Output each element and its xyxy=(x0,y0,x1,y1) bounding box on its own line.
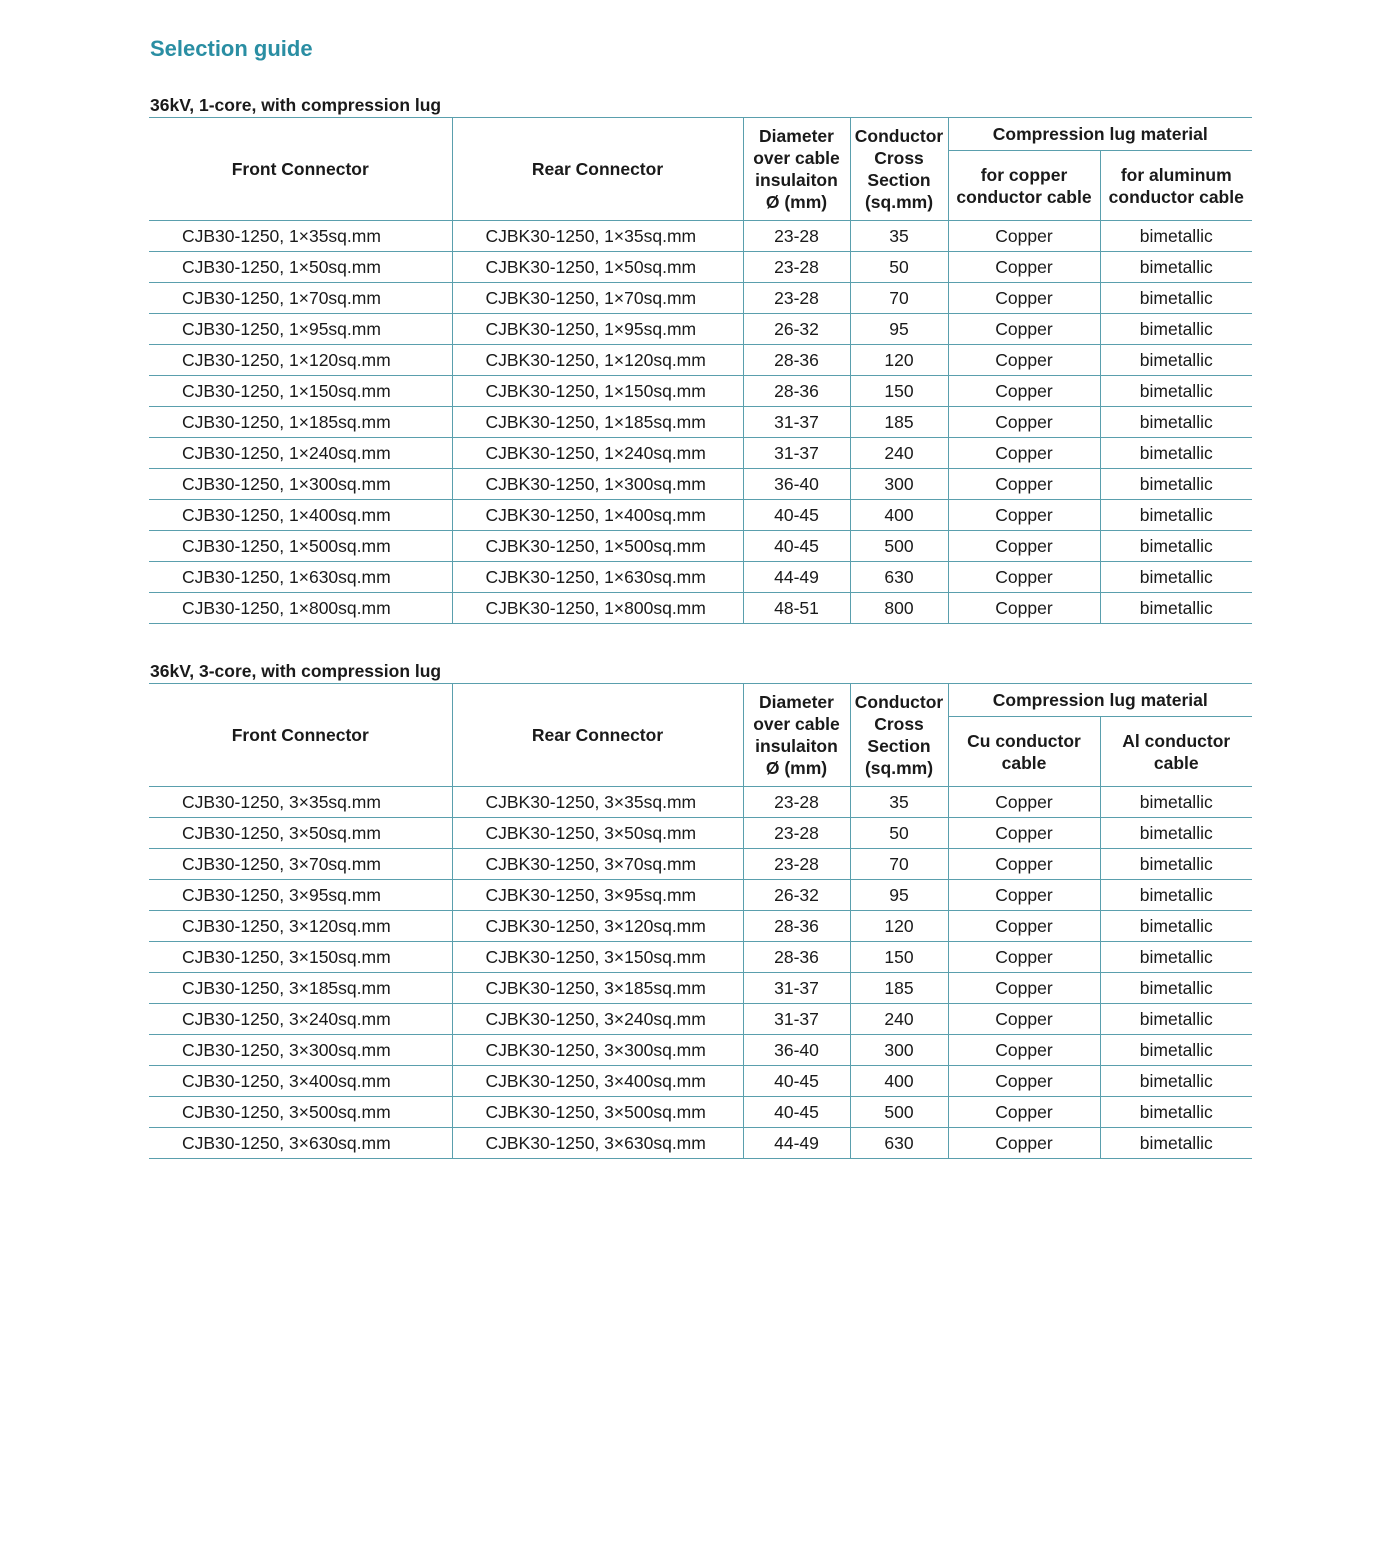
cell-cross-section: 300 xyxy=(850,469,948,500)
cell-aluminum-lug: bimetallic xyxy=(1100,1004,1252,1035)
cell-diameter: 23-28 xyxy=(743,849,850,880)
cell-front-connector: CJB30-1250, 3×500sq.mm xyxy=(149,1097,452,1128)
header-line: conductor cable xyxy=(1108,186,1244,207)
page-title: Selection guide xyxy=(150,36,313,61)
cell-front-connector: CJB30-1250, 1×95sq.mm xyxy=(149,314,452,345)
selection-table xyxy=(149,117,1252,624)
header-cross-section xyxy=(850,118,948,221)
selection-table xyxy=(149,683,1252,1159)
cell-copper-lug: Copper xyxy=(948,911,1100,942)
cell-cross-section: 50 xyxy=(850,818,948,849)
cell-cross-section: 35 xyxy=(850,221,948,252)
cell-copper-lug: Copper xyxy=(948,849,1100,880)
header-sub-aluminum xyxy=(1100,151,1252,221)
cell-diameter: 40-45 xyxy=(743,500,850,531)
cell-front-connector: CJB30-1250, 3×150sq.mm xyxy=(149,942,452,973)
cell-aluminum-lug: bimetallic xyxy=(1100,562,1252,593)
table-row xyxy=(149,1066,1252,1097)
table-row xyxy=(149,973,1252,1004)
cell-aluminum-lug: bimetallic xyxy=(1100,376,1252,407)
table-row xyxy=(149,500,1252,531)
cell-diameter: 28-36 xyxy=(743,376,850,407)
cell-front-connector: CJB30-1250, 3×300sq.mm xyxy=(149,1035,452,1066)
cell-rear-connector: CJBK30-1250, 3×630sq.mm xyxy=(452,1128,743,1159)
header-line: over cable xyxy=(753,714,840,734)
cell-copper-lug: Copper xyxy=(948,407,1100,438)
header-line: conductor cable xyxy=(956,186,1092,207)
cell-cross-section: 70 xyxy=(850,283,948,314)
cell-diameter: 23-28 xyxy=(743,252,850,283)
cell-copper-lug: Copper xyxy=(948,221,1100,252)
section-title: 36kV, 3-core, with compression lug xyxy=(150,661,442,681)
header-diameter xyxy=(743,118,850,221)
table-row xyxy=(149,787,1252,818)
header-line: Conductor xyxy=(854,692,944,712)
cell-aluminum-lug: bimetallic xyxy=(1100,500,1252,531)
cell-aluminum-lug: bimetallic xyxy=(1100,1128,1252,1159)
cell-diameter: 31-37 xyxy=(743,973,850,1004)
table-row xyxy=(149,438,1252,469)
cell-aluminum-lug: bimetallic xyxy=(1100,531,1252,562)
table-row xyxy=(149,469,1252,500)
header-front-connector: Front Connector xyxy=(149,118,452,221)
table-row xyxy=(149,880,1252,911)
cell-rear-connector: CJBK30-1250, 1×120sq.mm xyxy=(452,345,743,376)
cell-copper-lug: Copper xyxy=(948,252,1100,283)
cell-cross-section: 185 xyxy=(850,407,948,438)
header-line: insulaiton xyxy=(755,736,838,756)
cell-copper-lug: Copper xyxy=(948,1004,1100,1035)
cell-aluminum-lug: bimetallic xyxy=(1100,438,1252,469)
table-row xyxy=(149,314,1252,345)
header-sub-aluminum xyxy=(1100,717,1252,787)
cell-cross-section: 35 xyxy=(850,787,948,818)
cell-cross-section: 630 xyxy=(850,562,948,593)
cell-aluminum-lug: bimetallic xyxy=(1100,407,1252,438)
cell-diameter: 31-37 xyxy=(743,1004,850,1035)
table-row xyxy=(149,1035,1252,1066)
table-row xyxy=(149,407,1252,438)
cell-rear-connector: CJBK30-1250, 3×150sq.mm xyxy=(452,942,743,973)
cell-copper-lug: Copper xyxy=(948,942,1100,973)
table-row xyxy=(149,942,1252,973)
cell-copper-lug: Copper xyxy=(948,345,1100,376)
table-row xyxy=(149,1128,1252,1159)
cell-aluminum-lug: bimetallic xyxy=(1100,880,1252,911)
cell-cross-section: 120 xyxy=(850,345,948,376)
cell-cross-section: 240 xyxy=(850,1004,948,1035)
cell-aluminum-lug: bimetallic xyxy=(1100,593,1252,624)
cell-aluminum-lug: bimetallic xyxy=(1100,818,1252,849)
cell-front-connector: CJB30-1250, 3×95sq.mm xyxy=(149,880,452,911)
cell-rear-connector: CJBK30-1250, 1×240sq.mm xyxy=(452,438,743,469)
header-line: cable xyxy=(1001,752,1047,773)
table-row xyxy=(149,562,1252,593)
cell-copper-lug: Copper xyxy=(948,283,1100,314)
cell-copper-lug: Copper xyxy=(948,973,1100,1004)
cell-rear-connector: CJBK30-1250, 3×500sq.mm xyxy=(452,1097,743,1128)
cell-cross-section: 800 xyxy=(850,593,948,624)
cell-copper-lug: Copper xyxy=(948,438,1100,469)
cell-rear-connector: CJBK30-1250, 3×35sq.mm xyxy=(452,787,743,818)
table-section-1core xyxy=(149,93,1252,624)
cell-rear-connector: CJBK30-1250, 1×35sq.mm xyxy=(452,221,743,252)
cell-front-connector: CJB30-1250, 3×240sq.mm xyxy=(149,1004,452,1035)
cell-aluminum-lug: bimetallic xyxy=(1100,787,1252,818)
cell-aluminum-lug: bimetallic xyxy=(1100,1066,1252,1097)
cell-cross-section: 95 xyxy=(850,880,948,911)
cell-rear-connector: CJBK30-1250, 3×70sq.mm xyxy=(452,849,743,880)
cell-rear-connector: CJBK30-1250, 3×185sq.mm xyxy=(452,973,743,1004)
cell-front-connector: CJB30-1250, 3×70sq.mm xyxy=(149,849,452,880)
cell-aluminum-lug: bimetallic xyxy=(1100,469,1252,500)
cell-cross-section: 50 xyxy=(850,252,948,283)
cell-front-connector: CJB30-1250, 3×35sq.mm xyxy=(149,787,452,818)
header-lug-material: Compression lug material xyxy=(948,118,1252,151)
cell-cross-section: 95 xyxy=(850,314,948,345)
header-diameter xyxy=(743,684,850,787)
cell-front-connector: CJB30-1250, 1×630sq.mm xyxy=(149,562,452,593)
header-line: over cable xyxy=(753,148,840,168)
table-row xyxy=(149,283,1252,314)
cell-aluminum-lug: bimetallic xyxy=(1100,283,1252,314)
cell-front-connector: CJB30-1250, 1×400sq.mm xyxy=(149,500,452,531)
cell-rear-connector: CJBK30-1250, 3×120sq.mm xyxy=(452,911,743,942)
cell-front-connector: CJB30-1250, 1×50sq.mm xyxy=(149,252,452,283)
cell-front-connector: CJB30-1250, 1×150sq.mm xyxy=(149,376,452,407)
header-rear-connector: Rear Connector xyxy=(452,118,743,221)
table-row xyxy=(149,345,1252,376)
cell-rear-connector: CJBK30-1250, 1×500sq.mm xyxy=(452,531,743,562)
cell-diameter: 23-28 xyxy=(743,787,850,818)
header-line: (sq.mm) xyxy=(864,758,934,778)
cell-front-connector: CJB30-1250, 3×400sq.mm xyxy=(149,1066,452,1097)
cell-copper-lug: Copper xyxy=(948,1128,1100,1159)
cell-copper-lug: Copper xyxy=(948,1097,1100,1128)
cell-cross-section: 185 xyxy=(850,973,948,1004)
header-line: (sq.mm) xyxy=(864,192,934,212)
cell-cross-section: 300 xyxy=(850,1035,948,1066)
cell-rear-connector: CJBK30-1250, 1×70sq.mm xyxy=(452,283,743,314)
cell-aluminum-lug: bimetallic xyxy=(1100,252,1252,283)
cell-front-connector: CJB30-1250, 1×240sq.mm xyxy=(149,438,452,469)
cell-cross-section: 630 xyxy=(850,1128,948,1159)
header-cross-section xyxy=(850,684,948,787)
cell-copper-lug: Copper xyxy=(948,880,1100,911)
table-row xyxy=(149,911,1252,942)
header-line: Cross xyxy=(874,714,924,734)
cell-aluminum-lug: bimetallic xyxy=(1100,973,1252,1004)
cell-front-connector: CJB30-1250, 1×185sq.mm xyxy=(149,407,452,438)
cell-rear-connector: CJBK30-1250, 1×185sq.mm xyxy=(452,407,743,438)
cell-aluminum-lug: bimetallic xyxy=(1100,221,1252,252)
table-section-3core xyxy=(149,659,1252,1159)
cell-rear-connector: CJBK30-1250, 3×300sq.mm xyxy=(452,1035,743,1066)
cell-copper-lug: Copper xyxy=(948,593,1100,624)
header-line: Conductor xyxy=(854,126,944,146)
cell-aluminum-lug: bimetallic xyxy=(1100,942,1252,973)
cell-aluminum-lug: bimetallic xyxy=(1100,911,1252,942)
cell-diameter: 28-36 xyxy=(743,911,850,942)
cell-diameter: 31-37 xyxy=(743,438,850,469)
cell-diameter: 23-28 xyxy=(743,283,850,314)
header-sub-copper xyxy=(948,717,1100,787)
cell-front-connector: CJB30-1250, 3×630sq.mm xyxy=(149,1128,452,1159)
cell-front-connector: CJB30-1250, 1×70sq.mm xyxy=(149,283,452,314)
header-line: insulaiton xyxy=(755,170,838,190)
header-sub-copper xyxy=(948,151,1100,221)
cell-cross-section: 400 xyxy=(850,500,948,531)
cell-front-connector: CJB30-1250, 1×35sq.mm xyxy=(149,221,452,252)
cell-diameter: 23-28 xyxy=(743,818,850,849)
header-line: cable xyxy=(1153,752,1199,773)
table-row xyxy=(149,252,1252,283)
cell-copper-lug: Copper xyxy=(948,1035,1100,1066)
cell-front-connector: CJB30-1250, 1×800sq.mm xyxy=(149,593,452,624)
cell-cross-section: 150 xyxy=(850,942,948,973)
cell-cross-section: 150 xyxy=(850,376,948,407)
cell-copper-lug: Copper xyxy=(948,376,1100,407)
table-row xyxy=(149,818,1252,849)
cell-front-connector: CJB30-1250, 3×120sq.mm xyxy=(149,911,452,942)
cell-cross-section: 500 xyxy=(850,1097,948,1128)
header-line: Diameter xyxy=(759,692,834,712)
header-line: Cross xyxy=(874,148,924,168)
cell-rear-connector: CJBK30-1250, 3×95sq.mm xyxy=(452,880,743,911)
table-row xyxy=(149,531,1252,562)
cell-copper-lug: Copper xyxy=(948,531,1100,562)
cell-copper-lug: Copper xyxy=(948,314,1100,345)
cell-copper-lug: Copper xyxy=(948,500,1100,531)
header-line: Al conductor xyxy=(1122,730,1231,751)
table-row xyxy=(149,1097,1252,1128)
cell-diameter: 36-40 xyxy=(743,1035,850,1066)
header-line: for aluminum xyxy=(1120,164,1232,185)
cell-rear-connector: CJBK30-1250, 1×150sq.mm xyxy=(452,376,743,407)
cell-rear-connector: CJBK30-1250, 1×95sq.mm xyxy=(452,314,743,345)
cell-copper-lug: Copper xyxy=(948,818,1100,849)
cell-front-connector: CJB30-1250, 1×120sq.mm xyxy=(149,345,452,376)
cell-copper-lug: Copper xyxy=(948,469,1100,500)
cell-front-connector: CJB30-1250, 3×50sq.mm xyxy=(149,818,452,849)
cell-rear-connector: CJBK30-1250, 3×240sq.mm xyxy=(452,1004,743,1035)
cell-diameter: 40-45 xyxy=(743,1066,850,1097)
cell-diameter: 31-37 xyxy=(743,407,850,438)
table-row xyxy=(149,593,1252,624)
section-title: 36kV, 1-core, with compression lug xyxy=(150,95,442,115)
header-line: Ø (mm) xyxy=(765,192,828,212)
header-line: Diameter xyxy=(759,126,834,146)
cell-diameter: 36-40 xyxy=(743,469,850,500)
cell-diameter: 44-49 xyxy=(743,562,850,593)
cell-aluminum-lug: bimetallic xyxy=(1100,1097,1252,1128)
header-front-connector: Front Connector xyxy=(149,684,452,787)
cell-diameter: 44-49 xyxy=(743,1128,850,1159)
cell-diameter: 40-45 xyxy=(743,1097,850,1128)
cell-aluminum-lug: bimetallic xyxy=(1100,1035,1252,1066)
header-line: Section xyxy=(867,170,931,190)
table-row xyxy=(149,849,1252,880)
cell-diameter: 26-32 xyxy=(743,880,850,911)
cell-cross-section: 70 xyxy=(850,849,948,880)
table-row xyxy=(149,221,1252,252)
table-row xyxy=(149,1004,1252,1035)
cell-aluminum-lug: bimetallic xyxy=(1100,849,1252,880)
header-lug-material: Compression lug material xyxy=(948,684,1252,717)
cell-front-connector: CJB30-1250, 1×500sq.mm xyxy=(149,531,452,562)
cell-rear-connector: CJBK30-1250, 1×50sq.mm xyxy=(452,252,743,283)
cell-copper-lug: Copper xyxy=(948,787,1100,818)
cell-diameter: 48-51 xyxy=(743,593,850,624)
cell-cross-section: 240 xyxy=(850,438,948,469)
table-row xyxy=(149,376,1252,407)
cell-front-connector: CJB30-1250, 1×300sq.mm xyxy=(149,469,452,500)
header-line: for copper xyxy=(980,164,1068,185)
cell-cross-section: 400 xyxy=(850,1066,948,1097)
cell-diameter: 28-36 xyxy=(743,942,850,973)
cell-copper-lug: Copper xyxy=(948,562,1100,593)
cell-rear-connector: CJBK30-1250, 1×300sq.mm xyxy=(452,469,743,500)
cell-cross-section: 500 xyxy=(850,531,948,562)
cell-aluminum-lug: bimetallic xyxy=(1100,314,1252,345)
header-rear-connector: Rear Connector xyxy=(452,684,743,787)
cell-diameter: 26-32 xyxy=(743,314,850,345)
cell-diameter: 40-45 xyxy=(743,531,850,562)
header-line: Ø (mm) xyxy=(765,758,828,778)
cell-rear-connector: CJBK30-1250, 1×800sq.mm xyxy=(452,593,743,624)
cell-copper-lug: Copper xyxy=(948,1066,1100,1097)
cell-rear-connector: CJBK30-1250, 1×400sq.mm xyxy=(452,500,743,531)
cell-cross-section: 120 xyxy=(850,911,948,942)
header-line: Cu conductor xyxy=(967,730,1081,751)
cell-diameter: 23-28 xyxy=(743,221,850,252)
cell-front-connector: CJB30-1250, 3×185sq.mm xyxy=(149,973,452,1004)
header-line: Section xyxy=(867,736,931,756)
cell-rear-connector: CJBK30-1250, 3×400sq.mm xyxy=(452,1066,743,1097)
cell-aluminum-lug: bimetallic xyxy=(1100,345,1252,376)
cell-diameter: 28-36 xyxy=(743,345,850,376)
cell-rear-connector: CJBK30-1250, 1×630sq.mm xyxy=(452,562,743,593)
cell-rear-connector: CJBK30-1250, 3×50sq.mm xyxy=(452,818,743,849)
